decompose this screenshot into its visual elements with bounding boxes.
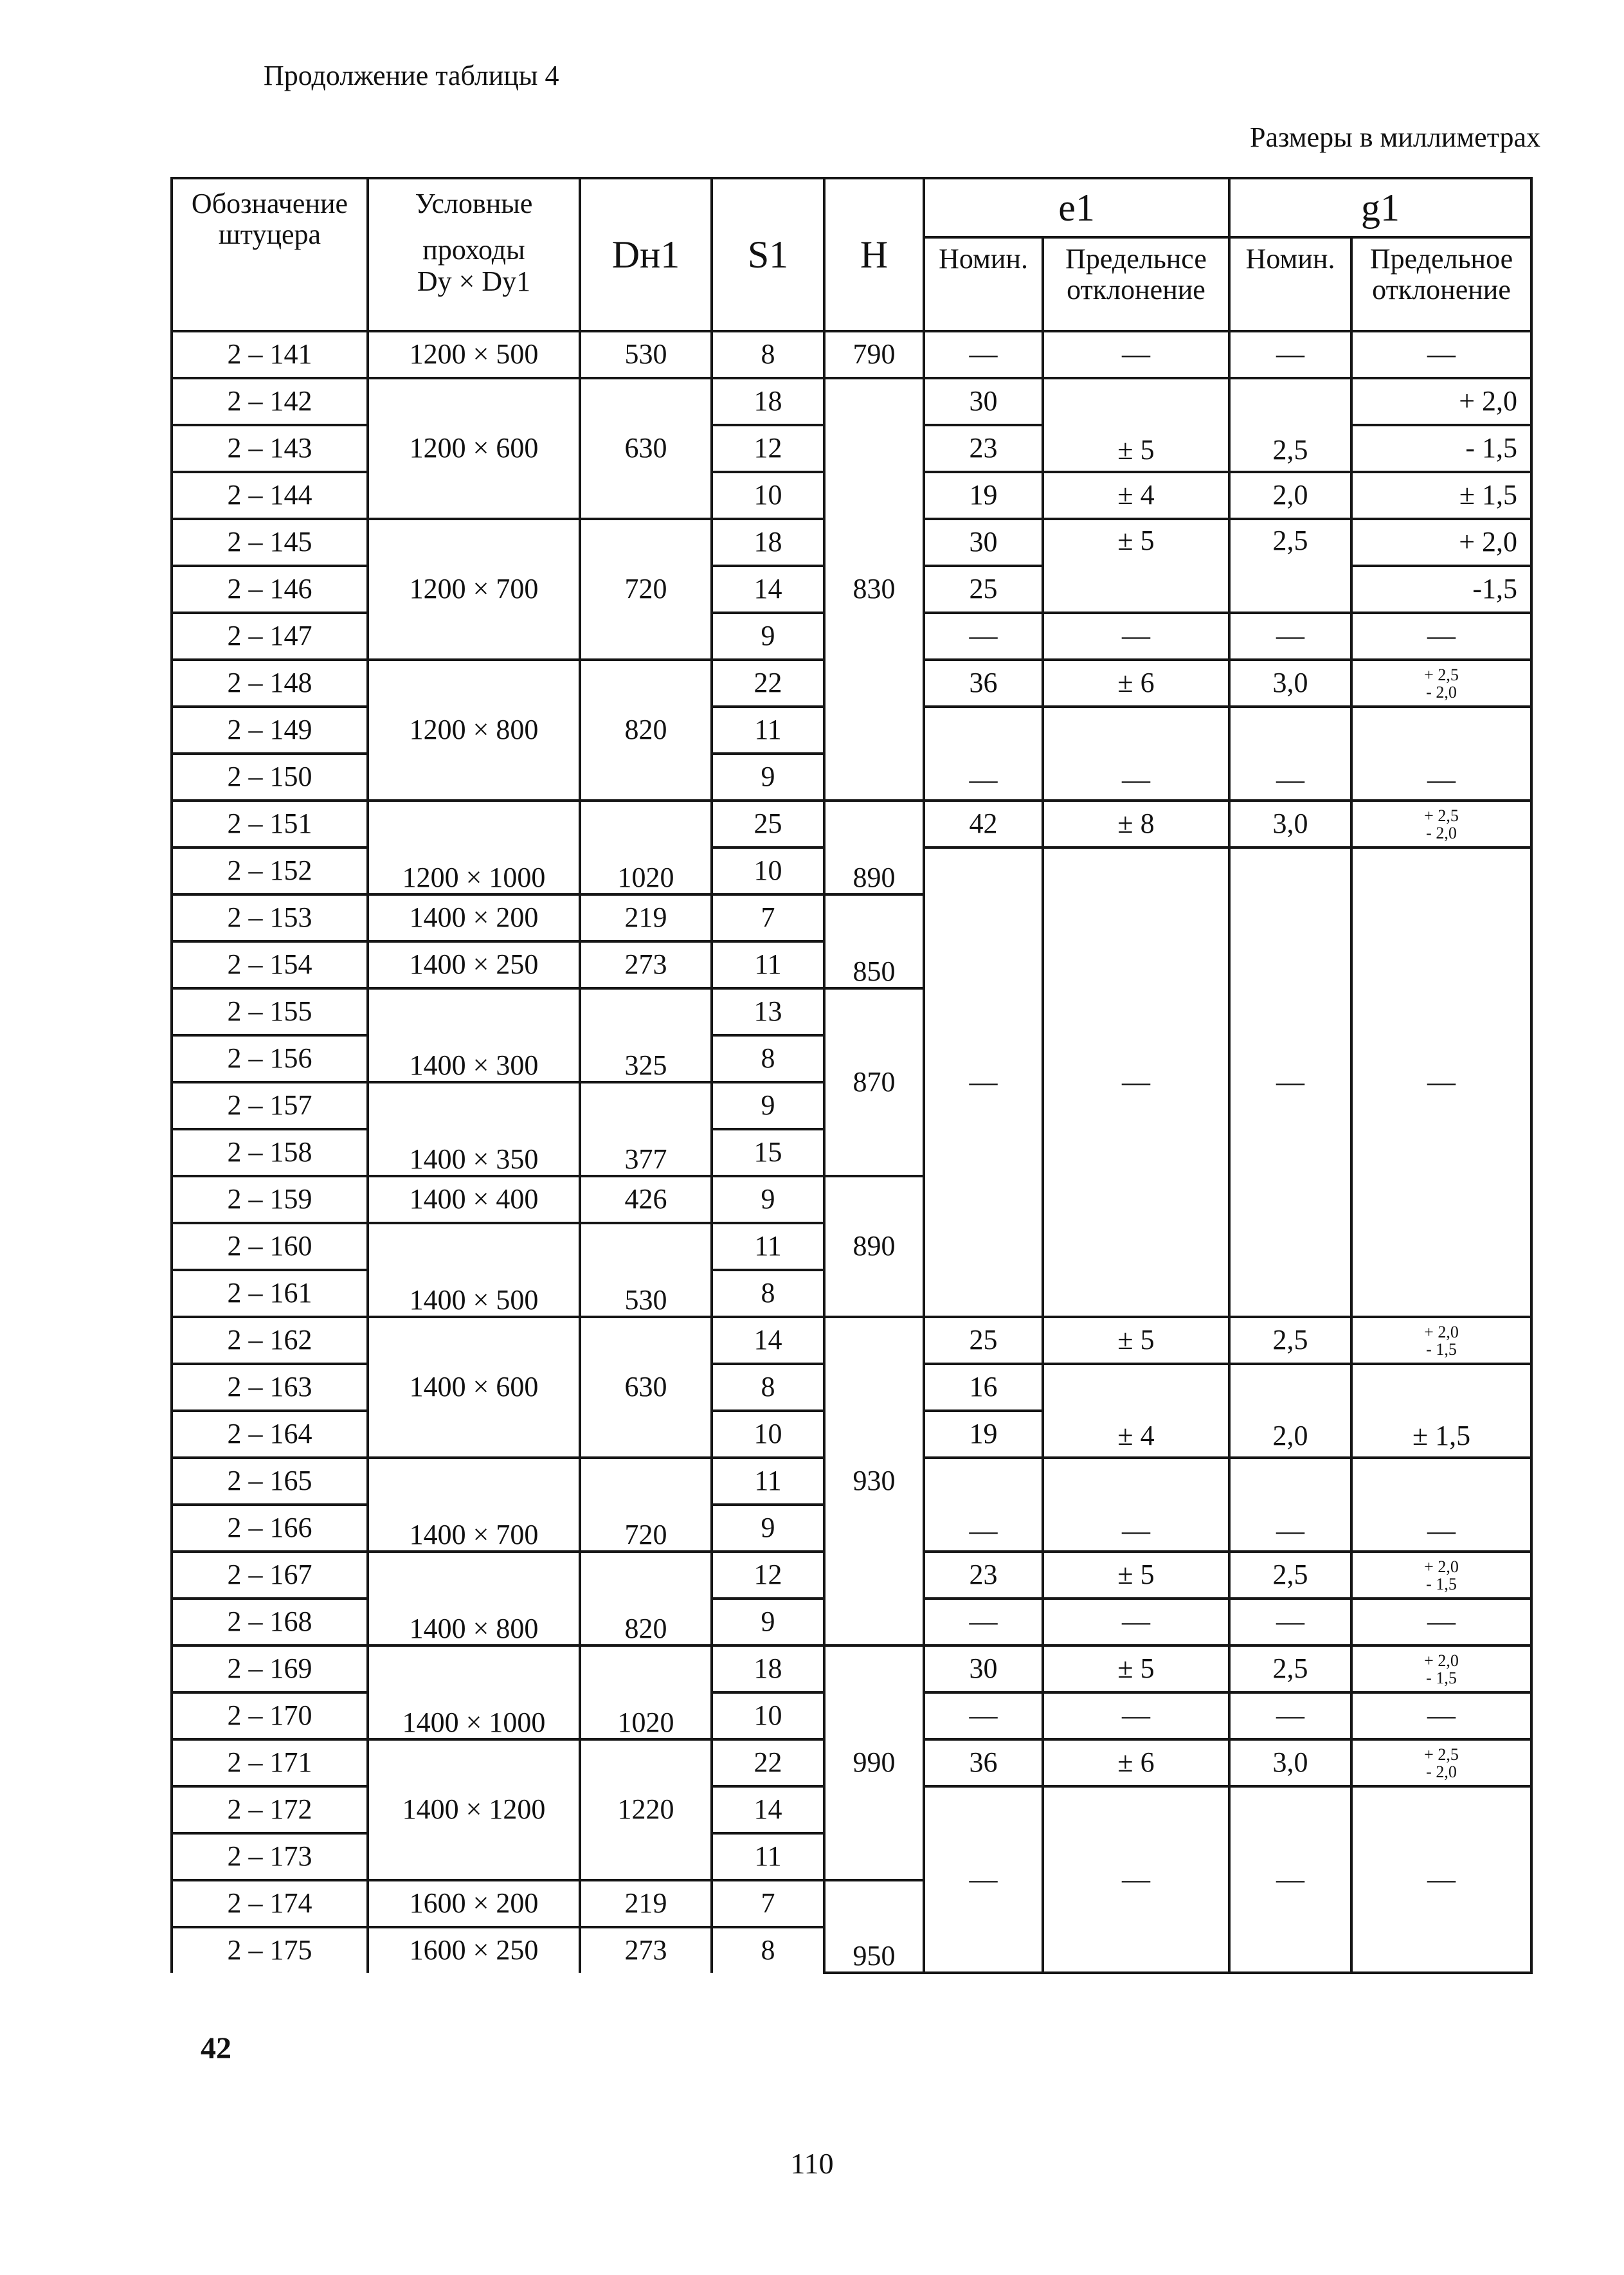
- e-tolerance-cell: ± 6: [1043, 1739, 1229, 1786]
- passes-cell: 1400 × 350: [368, 1082, 580, 1176]
- g-tolerance-cell: [1351, 801, 1531, 847]
- passes-cell: 1400 × 600: [368, 1317, 580, 1458]
- s-cell: 9: [712, 1505, 824, 1552]
- dn-cell: 720: [580, 519, 712, 660]
- h-cell: 890: [824, 1176, 924, 1317]
- g-nominal-cell: —: [1229, 1458, 1351, 1552]
- s-cell: 12: [712, 425, 824, 472]
- passes-cell: 1200 × 800: [368, 660, 580, 801]
- table-row: [172, 1317, 1531, 1364]
- designation-cell: 2 – 162: [172, 1317, 368, 1364]
- s-cell: 9: [712, 1599, 824, 1645]
- g-nominal-cell: 2,5: [1229, 519, 1351, 613]
- g-tolerance-cell: [1351, 660, 1531, 707]
- designation-cell: 2 – 161: [172, 1270, 368, 1317]
- passes-cell: 1200 × 500: [368, 331, 580, 378]
- e-nominal-cell: 16: [924, 1364, 1043, 1411]
- g-tolerance-cell: —: [1351, 613, 1531, 660]
- header-g-nominal: Номин.: [1229, 237, 1351, 331]
- designation-cell: 2 – 158: [172, 1129, 368, 1176]
- g-tolerance-cell: -1,5: [1351, 566, 1531, 613]
- designation-cell: 2 – 146: [172, 566, 368, 613]
- passes-cell: 1400 × 250: [368, 941, 580, 988]
- e-nominal-cell: —: [924, 707, 1043, 801]
- e-tolerance-cell: ± 5: [1043, 1317, 1229, 1364]
- table-row: [172, 1645, 1531, 1692]
- passes-cell: 1600 × 200: [368, 1880, 580, 1927]
- e-tolerance-cell: ± 4: [1043, 472, 1229, 519]
- g-tolerance-cell: [1351, 1552, 1531, 1599]
- s-cell: 22: [712, 1739, 824, 1786]
- e-tolerance-cell: —: [1043, 707, 1229, 801]
- g-nominal-cell: 2,0: [1229, 1364, 1351, 1458]
- e-nominal-cell: —: [924, 1692, 1043, 1739]
- e-tolerance-cell: ± 4: [1043, 1364, 1229, 1458]
- e-nominal-cell: 19: [924, 1411, 1043, 1458]
- stacked-tolerance: [1424, 666, 1459, 702]
- e-nominal-cell: —: [924, 1458, 1043, 1552]
- s-cell: 14: [712, 1317, 824, 1364]
- e-tolerance-cell: ± 5: [1043, 1552, 1229, 1599]
- g-tolerance-cell: [1351, 1645, 1531, 1692]
- e-nominal-cell: —: [924, 1599, 1043, 1645]
- designation-cell: 2 – 143: [172, 425, 368, 472]
- passes-cell: 1200 × 600: [368, 378, 580, 519]
- e-tolerance-cell: —: [1043, 847, 1229, 1317]
- passes-cell: 1400 × 700: [368, 1458, 580, 1552]
- s-cell: 14: [712, 1786, 824, 1833]
- designation-cell: 2 – 141: [172, 331, 368, 378]
- s-cell: 14: [712, 566, 824, 613]
- tolerance-lower: - 1,5: [1426, 1339, 1457, 1359]
- g-tolerance-cell: - 1,5: [1351, 425, 1531, 472]
- page-number: 42: [201, 2031, 231, 2065]
- dn-cell: 820: [580, 1552, 712, 1645]
- dn-cell: 720: [580, 1458, 712, 1552]
- s-cell: 25: [712, 801, 824, 847]
- e-tolerance-cell: ± 8: [1043, 801, 1229, 847]
- g-tolerance-cell: ± 1,5: [1351, 1364, 1531, 1458]
- table-row: [172, 801, 1531, 847]
- e-nominal-cell: —: [924, 613, 1043, 660]
- s-cell: 10: [712, 472, 824, 519]
- s-cell: 15: [712, 1129, 824, 1176]
- header-passes-line1: Условные: [415, 188, 533, 219]
- passes-cell: 1200 × 1000: [368, 801, 580, 894]
- e-tolerance-cell: ± 5: [1043, 519, 1229, 613]
- e-nominal-cell: 25: [924, 1317, 1043, 1364]
- passes-cell: 1600 × 250: [368, 1927, 580, 1973]
- dn-cell: 1020: [580, 1645, 712, 1739]
- dn-cell: 1220: [580, 1739, 712, 1880]
- dn-cell: 1020: [580, 801, 712, 894]
- header-s: S1: [712, 178, 824, 331]
- e-nominal-cell: 42: [924, 801, 1043, 847]
- designation-cell: 2 – 151: [172, 801, 368, 847]
- designation-cell: 2 – 169: [172, 1645, 368, 1692]
- h-cell: 850: [824, 894, 924, 988]
- g-tolerance-cell: + 2,0: [1351, 519, 1531, 566]
- tolerance-upper: + 2,5: [1424, 806, 1459, 825]
- g-nominal-cell: —: [1229, 331, 1351, 378]
- dn-cell: 325: [580, 988, 712, 1082]
- s-cell: 9: [712, 754, 824, 801]
- s-cell: 13: [712, 988, 824, 1035]
- designation-cell: 2 – 153: [172, 894, 368, 941]
- e-nominal-cell: —: [924, 1786, 1043, 1973]
- h-cell: 890: [824, 801, 924, 894]
- stacked-tolerance: [1424, 1323, 1459, 1359]
- tolerance-upper: + 2,0: [1424, 1557, 1459, 1576]
- e-nominal-cell: 25: [924, 566, 1043, 613]
- s-cell: 7: [712, 894, 824, 941]
- header-passes-line2: проходы: [422, 234, 525, 266]
- g-tolerance-cell: —: [1351, 1786, 1531, 1973]
- e-nominal-cell: 19: [924, 472, 1043, 519]
- designation-cell: 2 – 145: [172, 519, 368, 566]
- s-cell: 9: [712, 1082, 824, 1129]
- s-cell: 10: [712, 847, 824, 894]
- tolerance-lower: - 1,5: [1426, 1668, 1457, 1687]
- header-designation: Обозначение штуцера: [172, 178, 368, 331]
- s-cell: 12: [712, 1552, 824, 1599]
- stacked-tolerance: [1424, 807, 1459, 842]
- g-tolerance-cell: + 2,0: [1351, 378, 1531, 425]
- header-group-g: g1: [1229, 178, 1531, 237]
- designation-cell: 2 – 150: [172, 754, 368, 801]
- dn-cell: 219: [580, 1880, 712, 1927]
- dn-cell: 820: [580, 660, 712, 801]
- header-e-tolerance: Предельнсе отклонение: [1043, 237, 1229, 331]
- passes-cell: 1400 × 1200: [368, 1739, 580, 1880]
- e-nominal-cell: 23: [924, 425, 1043, 472]
- header-group-e: e1: [924, 178, 1229, 237]
- designation-cell: 2 – 175: [172, 1927, 368, 1973]
- designation-cell: 2 – 149: [172, 707, 368, 754]
- g-nominal-cell: 2,5: [1229, 378, 1351, 472]
- table-container: [170, 177, 1530, 1974]
- tolerance-upper: + 2,0: [1424, 1651, 1459, 1670]
- dn-cell: 530: [580, 1223, 712, 1317]
- passes-cell: 1400 × 800: [368, 1552, 580, 1645]
- h-cell: 950: [824, 1880, 924, 1973]
- s-cell: 8: [712, 1927, 824, 1973]
- designation-cell: 2 – 144: [172, 472, 368, 519]
- dn-cell: 630: [580, 1317, 712, 1458]
- tolerance-upper: + 2,5: [1424, 665, 1459, 684]
- s-cell: 11: [712, 1223, 824, 1270]
- dn-cell: 273: [580, 1927, 712, 1973]
- g-nominal-cell: 3,0: [1229, 1739, 1351, 1786]
- e-nominal-cell: 23: [924, 1552, 1043, 1599]
- designation-cell: 2 – 142: [172, 378, 368, 425]
- g-nominal-cell: 3,0: [1229, 801, 1351, 847]
- g-tolerance-cell: [1351, 1739, 1531, 1786]
- stacked-tolerance: [1424, 1746, 1459, 1781]
- table-row: [172, 331, 1531, 378]
- passes-cell: 1400 × 200: [368, 894, 580, 941]
- header-h: H: [824, 178, 924, 331]
- s-cell: 8: [712, 331, 824, 378]
- dn-cell: 273: [580, 941, 712, 988]
- s-cell: 11: [712, 1833, 824, 1880]
- e-tolerance-cell: ± 6: [1043, 660, 1229, 707]
- table-row: [172, 378, 1531, 425]
- header-passes: [368, 178, 580, 331]
- dn-cell: 219: [580, 894, 712, 941]
- g-tolerance-cell: —: [1351, 707, 1531, 801]
- stacked-tolerance: [1424, 1652, 1459, 1687]
- table-caption: Продолжение таблицы 4: [264, 60, 559, 91]
- designation-cell: 2 – 173: [172, 1833, 368, 1880]
- dn-cell: 426: [580, 1176, 712, 1223]
- s-cell: 22: [712, 660, 824, 707]
- s-cell: 18: [712, 1645, 824, 1692]
- e-nominal-cell: 36: [924, 1739, 1043, 1786]
- designation-cell: 2 – 156: [172, 1035, 368, 1082]
- s-cell: 10: [712, 1411, 824, 1458]
- designation-cell: 2 – 154: [172, 941, 368, 988]
- s-cell: 18: [712, 378, 824, 425]
- passes-cell: 1400 × 300: [368, 988, 580, 1082]
- passes-cell: 1400 × 500: [368, 1223, 580, 1317]
- passes-cell: 1400 × 400: [368, 1176, 580, 1223]
- header-passes-line3: Dy × Dy1: [417, 265, 531, 297]
- e-nominal-cell: 30: [924, 378, 1043, 425]
- e-tolerance-cell: —: [1043, 1458, 1229, 1552]
- designation-cell: 2 – 147: [172, 613, 368, 660]
- g-nominal-cell: —: [1229, 1599, 1351, 1645]
- s-cell: 9: [712, 613, 824, 660]
- g-nominal-cell: 2,5: [1229, 1645, 1351, 1692]
- s-cell: 8: [712, 1035, 824, 1082]
- g-nominal-cell: —: [1229, 1786, 1351, 1973]
- dn-cell: 530: [580, 331, 712, 378]
- designation-cell: 2 – 160: [172, 1223, 368, 1270]
- g-tolerance-cell: —: [1351, 331, 1531, 378]
- passes-cell: 1400 × 1000: [368, 1645, 580, 1739]
- designation-cell: 2 – 155: [172, 988, 368, 1035]
- e-tolerance-cell: —: [1043, 1692, 1229, 1739]
- header-dn: Dн1: [580, 178, 712, 331]
- e-nominal-cell: —: [924, 847, 1043, 1317]
- header-g-tolerance: Предельное отклонение: [1351, 237, 1531, 331]
- designation-cell: 2 – 166: [172, 1505, 368, 1552]
- designation-cell: 2 – 174: [172, 1880, 368, 1927]
- h-cell: 790: [824, 331, 924, 378]
- s-cell: 11: [712, 1458, 824, 1505]
- g-nominal-cell: —: [1229, 847, 1351, 1317]
- g-nominal-cell: 2,0: [1229, 472, 1351, 519]
- sheet-number: 110: [790, 2147, 834, 2180]
- g-tolerance-cell: [1351, 1317, 1531, 1364]
- stacked-tolerance: [1424, 1558, 1459, 1593]
- s-cell: 18: [712, 519, 824, 566]
- e-tolerance-cell: ± 5: [1043, 1645, 1229, 1692]
- g-nominal-cell: —: [1229, 707, 1351, 801]
- designation-cell: 2 – 165: [172, 1458, 368, 1505]
- s-cell: 7: [712, 1880, 824, 1927]
- e-tolerance-cell: —: [1043, 1786, 1229, 1973]
- h-cell: 870: [824, 988, 924, 1176]
- s-cell: 8: [712, 1270, 824, 1317]
- s-cell: 9: [712, 1176, 824, 1223]
- h-cell: 930: [824, 1317, 924, 1645]
- tolerance-upper: + 2,5: [1424, 1745, 1459, 1764]
- e-tolerance-cell: ± 5: [1043, 378, 1229, 472]
- g-tolerance-cell: —: [1351, 1692, 1531, 1739]
- h-cell: 990: [824, 1645, 924, 1880]
- e-tolerance-cell: —: [1043, 613, 1229, 660]
- e-tolerance-cell: —: [1043, 331, 1229, 378]
- designation-cell: 2 – 168: [172, 1599, 368, 1645]
- designation-cell: 2 – 148: [172, 660, 368, 707]
- s-cell: 11: [712, 707, 824, 754]
- header-e-nominal: Номин.: [924, 237, 1043, 331]
- designation-cell: 2 – 157: [172, 1082, 368, 1129]
- tolerance-lower: - 2,0: [1426, 682, 1457, 702]
- designation-cell: 2 – 159: [172, 1176, 368, 1223]
- tolerance-lower: - 1,5: [1426, 1574, 1457, 1593]
- designation-cell: 2 – 170: [172, 1692, 368, 1739]
- dn-cell: 377: [580, 1082, 712, 1176]
- s-cell: 10: [712, 1692, 824, 1739]
- g-nominal-cell: 3,0: [1229, 660, 1351, 707]
- g-tolerance-cell: ± 1,5: [1351, 472, 1531, 519]
- s-cell: 8: [712, 1364, 824, 1411]
- designation-cell: 2 – 152: [172, 847, 368, 894]
- h-cell: 830: [824, 378, 924, 801]
- e-nominal-cell: —: [924, 331, 1043, 378]
- units-note: Размеры в миллиметрах: [1250, 122, 1540, 153]
- dimensions-table: [170, 177, 1533, 1974]
- designation-cell: 2 – 171: [172, 1739, 368, 1786]
- g-nominal-cell: —: [1229, 613, 1351, 660]
- passes-cell: 1200 × 700: [368, 519, 580, 660]
- e-nominal-cell: 30: [924, 1645, 1043, 1692]
- dn-cell: 630: [580, 378, 712, 519]
- tolerance-upper: + 2,0: [1424, 1322, 1459, 1341]
- g-tolerance-cell: —: [1351, 847, 1531, 1317]
- designation-cell: 2 – 164: [172, 1411, 368, 1458]
- g-nominal-cell: 2,5: [1229, 1317, 1351, 1364]
- e-nominal-cell: 30: [924, 519, 1043, 566]
- s-cell: 11: [712, 941, 824, 988]
- e-tolerance-cell: —: [1043, 1599, 1229, 1645]
- tolerance-lower: - 2,0: [1426, 823, 1457, 842]
- designation-cell: 2 – 163: [172, 1364, 368, 1411]
- designation-cell: 2 – 167: [172, 1552, 368, 1599]
- g-nominal-cell: —: [1229, 1692, 1351, 1739]
- g-nominal-cell: 2,5: [1229, 1552, 1351, 1599]
- g-tolerance-cell: —: [1351, 1458, 1531, 1552]
- designation-cell: 2 – 172: [172, 1786, 368, 1833]
- e-nominal-cell: 36: [924, 660, 1043, 707]
- tolerance-lower: - 2,0: [1426, 1762, 1457, 1781]
- g-tolerance-cell: —: [1351, 1599, 1531, 1645]
